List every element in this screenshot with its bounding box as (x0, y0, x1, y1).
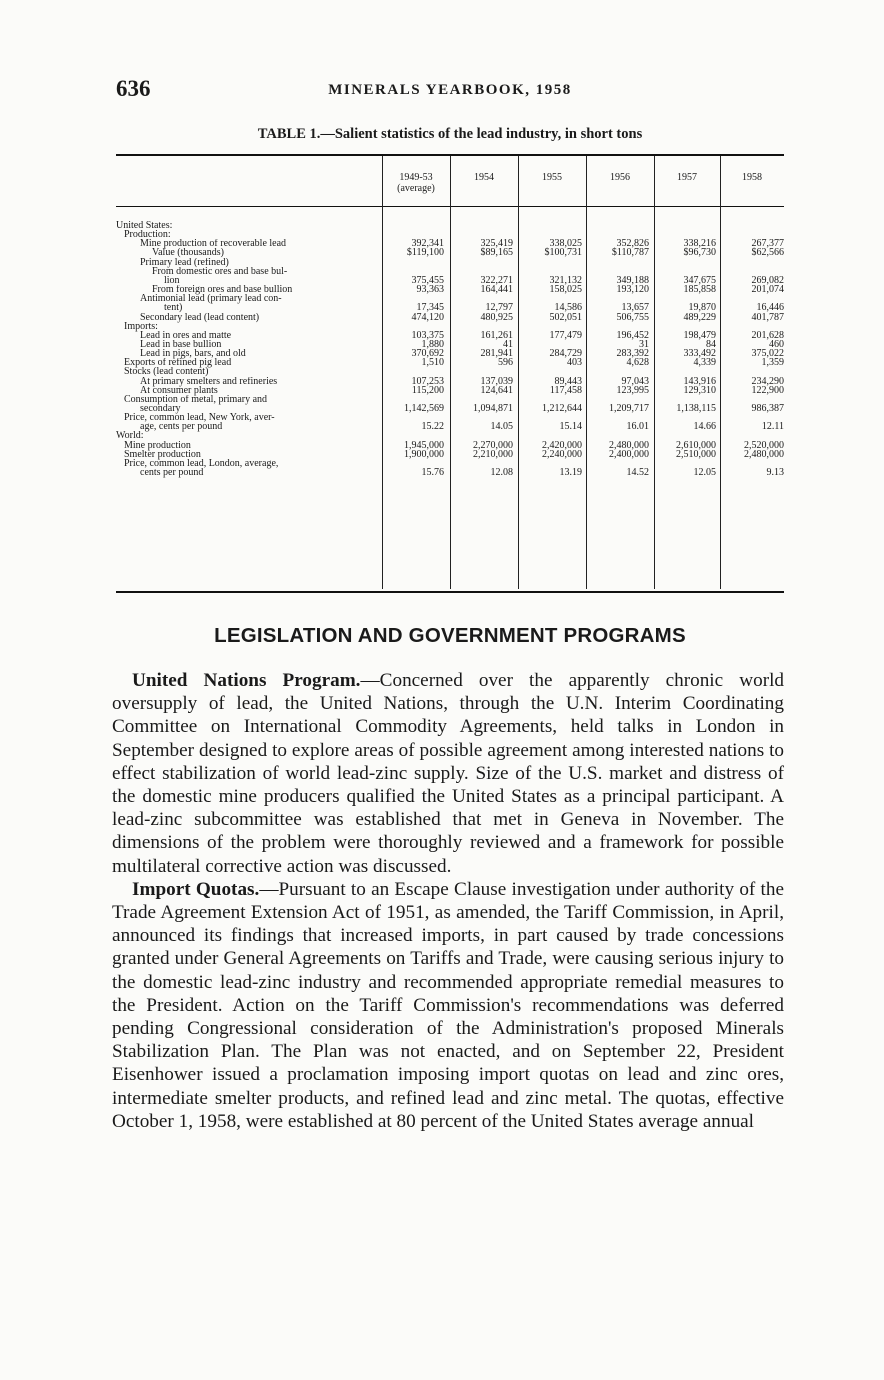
row-label: Secondary lead (lead content) (140, 312, 260, 323)
row-label: Lead in ores and matte (140, 330, 232, 341)
table-cell: 196,452 (616, 329, 649, 341)
table-cell: 143,916 (683, 375, 716, 387)
table-cell: $96,730 (683, 247, 716, 259)
table-cell: 16.01 (626, 421, 649, 433)
table-cell: 1,880 (421, 338, 444, 350)
row-label: World: (116, 431, 144, 442)
row-label: Price, common lead, New York, aver- (124, 413, 275, 424)
table-cell: 403 (567, 357, 582, 369)
page-number: 636 (116, 76, 151, 101)
table-caption: TABLE 1.—Salient statistics of the lead industry, in short tons (257, 126, 643, 142)
table-cell: 321,132 (549, 274, 582, 286)
column-header: 1949-53 (average) (397, 172, 435, 194)
row-label: cents per pound (140, 468, 204, 479)
table-row (116, 285, 784, 294)
table-row (116, 313, 784, 322)
table-row (116, 349, 784, 358)
table-cell: 201,628 (751, 329, 784, 341)
row-label: Price, common lead, London, average, (124, 458, 279, 469)
row-label: At primary smelters and refineries (140, 376, 278, 387)
table-cell: 124,641 (480, 384, 513, 396)
table-cell: 117,458 (549, 384, 582, 396)
table-cell: 123,995 (616, 384, 649, 396)
table-cell: 2,520,000 (744, 439, 784, 451)
table-cell: 122,900 (751, 384, 784, 396)
table-cell: 193,120 (616, 284, 649, 296)
paragraph-united-nations (112, 669, 784, 878)
table-cell: 129,310 (683, 384, 716, 396)
row-label: Antimonial lead (primary lead con- (140, 294, 282, 305)
table-cell: 31 (639, 338, 649, 350)
table-cell: 234,290 (751, 375, 784, 387)
table-cell: 93,363 (416, 284, 444, 296)
table-cell: 2,210,000 (473, 448, 513, 460)
table-cell: 19,870 (688, 302, 716, 314)
table-cell: 1,138,115 (676, 403, 716, 414)
table-row (116, 450, 784, 459)
table-cell: 115,200 (411, 384, 444, 396)
table-row (116, 422, 784, 431)
table-cell: 14.52 (626, 467, 649, 479)
paragraph-text: —Pursuant to an Escape Clause investigation under authority of the Trade Agreement Extension Act of 1951, as amended, the Tariff Commission, in April, announced its findings that increased imports, in part caused by trade concessions granted under General Agreements on Tariffs and Trade, were causing serious injury to the domestic lead-zinc industry and recommended appropriate remedial measures to the President. Action on the Tariff Commission's recommendations was deferred pending Congressional consideration of the Administration's proposed Minerals Stabilization Plan. The Plan was not enacted, and on September 22, President Eisenhower issued a proclamation imposing import quotas on lead and zinc ores, intermediate smelter products, and refined lead and zinc metal. The quotas, effective October 1, 1958, were established at 80 percent of the United States average annual (112, 878, 784, 1132)
table-cell: $119,100 (406, 247, 444, 259)
table-cell: 352,826 (616, 238, 649, 250)
row-label: Smelter production (124, 449, 201, 460)
column-header: 1958 (742, 172, 762, 183)
table-cell: 4,339 (693, 357, 716, 369)
table-cell: 1,209,717 (609, 403, 649, 414)
table-cell: 474,120 (411, 311, 444, 323)
table-cell: 1,900,000 (404, 448, 444, 460)
table-cell: 41 (503, 338, 513, 350)
table-cell: 161,261 (480, 329, 513, 341)
row-label: Lead in pigs, bars, and old (140, 349, 246, 360)
table-cell: 502,051 (549, 311, 582, 323)
table-cell: $89,165 (480, 247, 513, 259)
table-cell: 12,797 (485, 302, 513, 314)
table-row (116, 459, 784, 468)
table-row (116, 331, 784, 340)
table-cell: 325,419 (480, 238, 513, 250)
table-cell: 392,341 (411, 238, 444, 250)
run-in-heading: United Nations Program. (132, 670, 361, 691)
table-cell: 349,188 (616, 274, 649, 286)
table-row (116, 248, 784, 257)
table-cell: 12.05 (693, 467, 716, 479)
row-label: At consumer plants (140, 385, 218, 396)
row-label: Mine production of recoverable lead (140, 239, 287, 250)
table-cell: 137,039 (480, 375, 513, 387)
table-cell: 596 (498, 357, 513, 369)
table-cell: 13.19 (559, 467, 582, 479)
table-cell: 338,216 (683, 238, 716, 250)
section-title: LEGISLATION AND GOVERNMENT PROGRAMS (214, 624, 686, 647)
table-cell: 97,043 (621, 375, 649, 387)
table-cell: 107,253 (411, 375, 444, 387)
table-cell: 2,240,000 (542, 448, 582, 460)
table-row (116, 413, 784, 422)
table-cell: 16,446 (756, 302, 784, 314)
table-cell: 158,025 (549, 284, 582, 296)
table-cell: 15.22 (421, 421, 444, 433)
table-row (116, 294, 784, 303)
table-cell: 12.11 (761, 421, 784, 433)
table-cell: 4,628 (626, 357, 649, 369)
table-cell: 1,212,644 (542, 403, 582, 414)
row-label: age, cents per pound (140, 422, 223, 433)
table-cell: 269,082 (751, 274, 784, 286)
table-cell: 375,455 (411, 274, 444, 286)
table-cell: 283,392 (616, 348, 649, 360)
row-label: tent) (164, 303, 183, 314)
table-cell: 480,925 (480, 311, 513, 323)
table-cell: 375,022 (751, 348, 784, 360)
table-cell: 347,675 (683, 274, 716, 286)
column-header: 1956 (610, 172, 630, 183)
table-cell: 1,094,871 (473, 403, 513, 414)
table-cell: 1,510 (421, 357, 444, 369)
column-header: 1954 (474, 172, 494, 183)
salient-statistics-table (116, 154, 784, 594)
table-cell: 103,375 (411, 329, 444, 341)
row-label: From domestic ores and base bul- (152, 266, 288, 277)
table-cell: 2,510,000 (676, 448, 716, 460)
table-cell: 9.13 (766, 467, 784, 479)
run-in-heading: Import Quotas. (132, 878, 260, 900)
table-cell: 13,657 (621, 302, 649, 314)
table-cell: 1,359 (761, 357, 784, 369)
table-cell: $62,566 (751, 247, 784, 259)
table-cell: 14.66 (693, 421, 716, 433)
body-text (112, 669, 784, 1133)
column-header: 1955 (542, 172, 562, 183)
table-row (116, 221, 784, 230)
table-cell: 338,025 (549, 238, 582, 250)
table-cell: 177,479 (549, 329, 582, 341)
running-title: MINERALS YEARBOOK, 1958 (328, 82, 572, 98)
table-cell: 14,586 (554, 302, 582, 314)
table-cell: 15.76 (421, 467, 444, 479)
table-cell: 185,858 (683, 284, 716, 296)
row-label: Consumption of metal, primary and (124, 394, 268, 405)
row-label: United States: (116, 221, 173, 231)
table-cell: 2,420,000 (542, 439, 582, 451)
table-cell: 14.05 (490, 421, 513, 433)
page-header (116, 76, 784, 110)
table-cell: 2,480,000 (744, 448, 784, 460)
table-cell: 15.14 (559, 421, 582, 433)
table-cell: 267,377 (751, 238, 784, 250)
table-row (116, 386, 784, 395)
row-label: Production: (124, 230, 171, 241)
row-label: Imports: (124, 321, 158, 332)
table-cell: 284,729 (549, 348, 582, 360)
table-cell: 401,787 (751, 311, 784, 323)
table-cell: 333,492 (683, 348, 716, 360)
table-cell: 198,479 (683, 329, 716, 341)
table-cell: 164,441 (480, 284, 513, 296)
table-row (116, 258, 784, 267)
paragraph-import-quotas (112, 878, 784, 1133)
row-label: Stocks (lead content) (124, 367, 209, 378)
row-label: Primary lead (refined) (140, 257, 229, 268)
table-cell: 322,271 (480, 274, 513, 286)
row-label: Value (thousands) (152, 248, 224, 259)
row-label: Mine production (124, 440, 191, 451)
table-cell: 489,229 (683, 311, 716, 323)
table-cell: $110,787 (611, 247, 649, 259)
table-cell: 89,443 (554, 375, 582, 387)
table-row (116, 404, 784, 413)
row-label: From foreign ores and base bullion (152, 285, 293, 296)
table-row (116, 468, 784, 477)
table-row (116, 358, 784, 367)
column-header: 1957 (677, 172, 697, 183)
table-cell: $100,731 (544, 247, 582, 259)
paragraph-text: —Concerned over the apparently chronic world oversupply of lead, the United Nations, through the U.N. Interim Coordinating Committee on International Commodity Agreements, held talks in London in September designed to explore areas of possible agreement among interested nations to effect stabilization of world lead-zinc supply. Size of the U.S. market and distress of the domestic mine producers qualified the United States as a principal participant. A lead-zinc subcommittee was established that met in Geneva in November. The dimensions of the problem were thoroughly reviewed and a framework for possible multilateral corrective action was discussed. (112, 670, 785, 877)
table-cell: 1,142,569 (404, 403, 444, 414)
table-cell: 2,270,000 (473, 439, 513, 451)
row-label: Exports of refined pig lead (124, 358, 232, 369)
table-bottom-rule (116, 591, 784, 593)
table-cell: 201,074 (751, 284, 784, 296)
table-cell: 506,755 (616, 311, 649, 323)
table-cell: 370,692 (411, 348, 444, 360)
table-cell: 281,941 (480, 348, 513, 360)
table-cell: 12.08 (490, 467, 513, 479)
table-cell: 17,345 (416, 302, 444, 314)
row-label: lion (164, 275, 180, 286)
table-cell: 986,387 (751, 403, 784, 414)
table-cell: 2,610,000 (676, 439, 716, 451)
row-label: secondary (140, 404, 181, 414)
row-label: Lead in base bullion (140, 339, 222, 350)
table-cell: 2,480,000 (609, 439, 649, 451)
table-cell: 2,400,000 (609, 448, 649, 460)
table-cell: 460 (769, 338, 784, 350)
table-cell: 84 (706, 338, 716, 350)
table-cell: 1,945,000 (404, 439, 444, 451)
